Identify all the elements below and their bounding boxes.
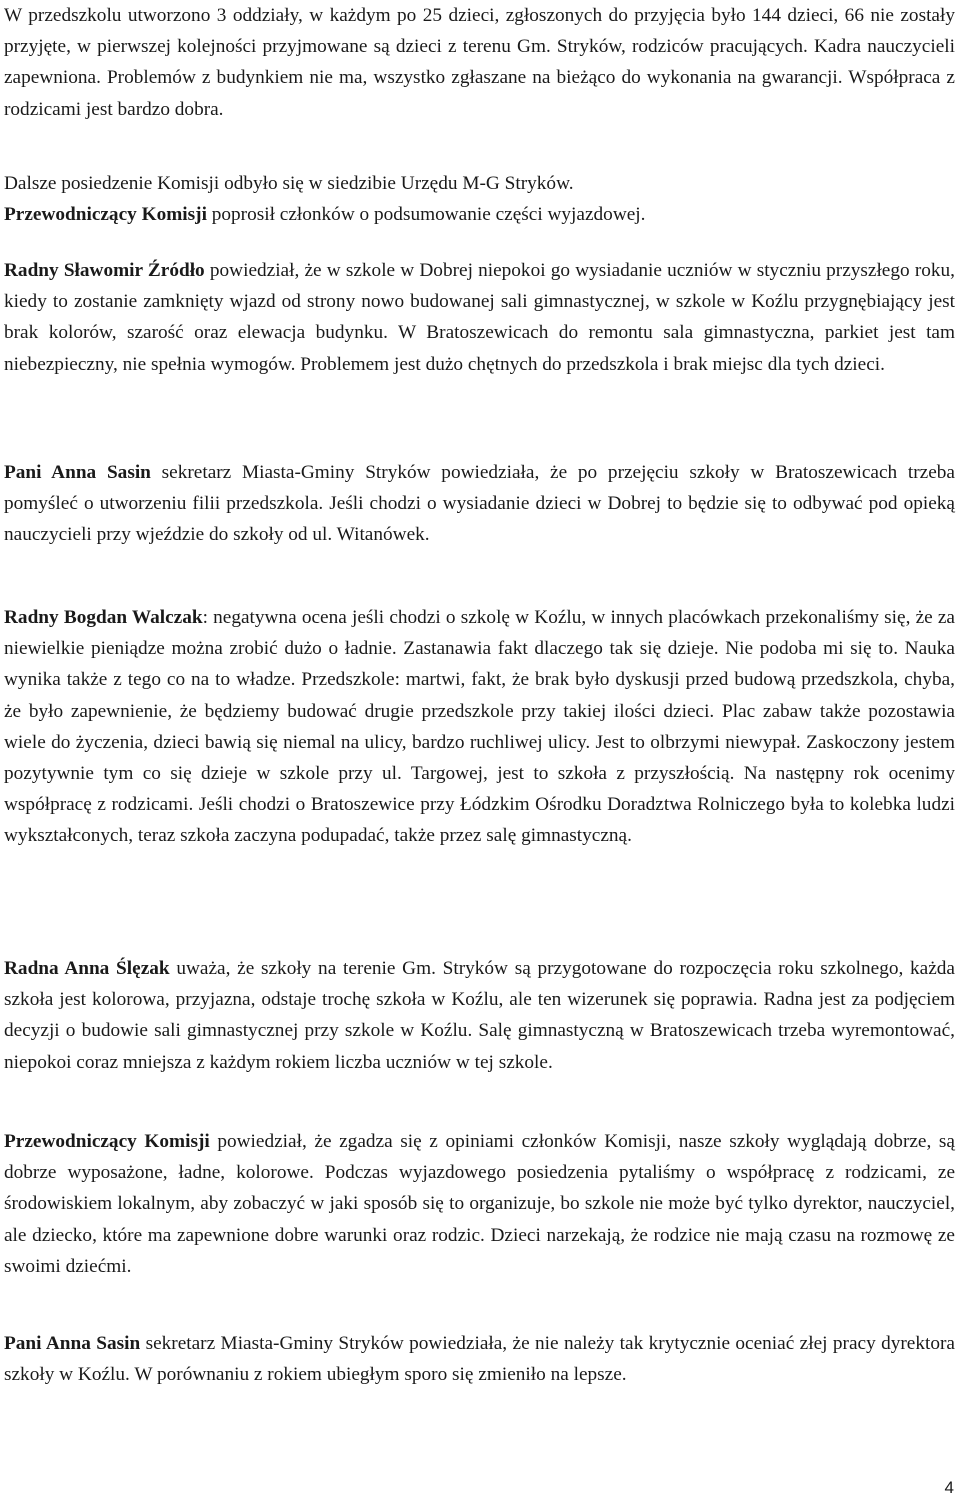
paragraph-statement bbox=[4, 457, 955, 551]
paragraph-text: powiedział, że w szkole w Dobrej niepokoi go wysiadanie uczniów w styczniu przyszłego roku, kiedy to zostanie zamknięty wjazd od strony nowo budowanej sali gimnastycznej, w szkole w Koźlu przygnębiający jest brak kolorów, szarość oraz elewacja budynku. W Bratoszewicach do remontu sala gimnastyczna, parkiet jest tam niebezpieczny, nie spełnia wymogów. Problemem jest dużo chętnych do przedszkola i brak miejsc dla tych dzieci. bbox=[4, 260, 955, 375]
speaker-name: Pani Anna Sasin bbox=[4, 1333, 141, 1354]
speaker-name: Pani Anna Sasin bbox=[4, 462, 151, 483]
paragraph-text: uważa, że szkoły na terenie Gm. Stryków są przygotowane do rozpoczęcia roku szkolnego, każda szkoła jest kolorowa, przyjazna, odstaje trochę szkoła w Koźlu, ale ten wizerunek się poprawia. Radna jest za podjęciem decyzji o budowie sali gimnastycznej przy szkole w Koźlu. Salę gimnastyczną w Bratoszewicach trzeba wyremontować, niepokoi coraz mniejsza z każdym rokiem liczba uczniów w tej szkole. bbox=[4, 958, 955, 1073]
speaker-name: Radna Anna Ślęzak bbox=[4, 958, 170, 979]
paragraph-text: sekretarz Miasta-Gminy Stryków powiedziała, że po przejęciu szkoły w Bratoszewicach trzeba pomyśleć o utworzeniu filii przedszkola. Jeśli chodzi o wysiadanie dzieci w Dobrej to będzie się to odbywać pod opieką nauczycieli przy wjeździe do szkoły od ul. Witanówek. bbox=[4, 462, 955, 546]
paragraph-text: sekretarz Miasta-Gminy Stryków powiedziała, że nie należy tak krytycznie oceniać złej pracy dyrektora szkoły w Koźlu. W porównaniu z rokiem ubiegłym sporo się zmieniło na lepsze. bbox=[4, 1333, 955, 1386]
paragraph-kindergarten-report bbox=[4, 0, 955, 125]
paragraph-statement bbox=[4, 1126, 955, 1282]
paragraph-text: poprosił członków o podsumowanie części wyjazdowej. bbox=[206, 204, 646, 226]
speaker-name: Radny Bogdan Walczak bbox=[4, 607, 203, 628]
paragraph-statement bbox=[4, 1328, 955, 1390]
speaker-name: Przewodniczący Komisji bbox=[4, 1131, 210, 1152]
speaker-name: Przewodniczący Komisji bbox=[4, 204, 207, 226]
paragraph-text: W przedszkolu utworzono 3 oddziały, w każdym po 25 dzieci, zgłoszonych do przyjęcia było 144 dzieci, 66 nie zostały przyjęte, w pierwszej kolejności przyjmowane są dzieci z terenu Gm. Stryków, rodziców pracujących. Kadra nauczycieli zapewniona. Problemów z budynkiem nie ma, wszystko zgłaszane na bieżąco do wykonania na gwarancji. Współpraca z rodzicami jest bardzo dobra. bbox=[4, 5, 955, 120]
paragraph-text: : negatywna ocena jeśli chodzi o szkolę w Koźlu, w innych placówkach przekonaliśmy się, że za niewielkie pieniądze można zrobić dużo o ładnie. Zastanawia fakt dlaczego tak się dzieje. Nie podoba mi się to. Nauka wynika także z tego co na to władze. Przedszkole: martwi, fakt, że brak było dyskusji przed budową przedszkola, chyba, że było zapewnienie, że będziemy budować drugie przedszkole przy takiej ilości dzieci. Plac zabaw także pozostawia wiele do życzenia, dzieci bawią się niemal na ulicy, bardzo ruchliwej ulicy. Jest to olbrzymi niewypał. Zaskoczony jestem pozytywnie tym co się dzieje w szkole przy ul. Targowej, jest to szkoła z przyszłością. Na następny rok ocenimy współpracę z rodzicami. Jeśli chodzi o Bratoszewice przy Łódzkim Ośrodku Doradztwa Rolniczego była to kolebka ludzi wykształconych, teraz szkoła zaczyna podupadać, także przez salę gimnastyczną. bbox=[4, 607, 955, 847]
paragraph-commission-meeting bbox=[4, 168, 955, 230]
paragraph-statement bbox=[4, 255, 955, 380]
paragraph-statement bbox=[4, 602, 955, 852]
page-number: 4 bbox=[944, 1478, 954, 1497]
paragraph-statement bbox=[4, 953, 955, 1078]
paragraph-text: powiedział, że zgadza się z opiniami członków Komisji, nasze szkoły wyglądają dobrze, są dobrze wyposażone, ładne, kolorowe. Podczas wyjazdowego posiedzenia pytaliśmy o współpracę z rodzicami, ze środowiskiem lokalnym, aby zobaczyć w jaki sposób się to organizuje, bo szkole nie może być tylko dyrektor, nauczyciel, ale dziecko, które ma zapewnione dobre warunki oraz rodzic. Dzieci narzekają, że rodzice nie mają czasu na rozmowę ze swoimi dziećmi. bbox=[4, 1131, 955, 1277]
paragraph-text: Dalsze posiedzenie Komisji odbyło się w siedzibie Urzędu M-G Stryków. bbox=[4, 173, 574, 194]
speaker-name: Radny Sławomir Źródło bbox=[4, 260, 205, 281]
